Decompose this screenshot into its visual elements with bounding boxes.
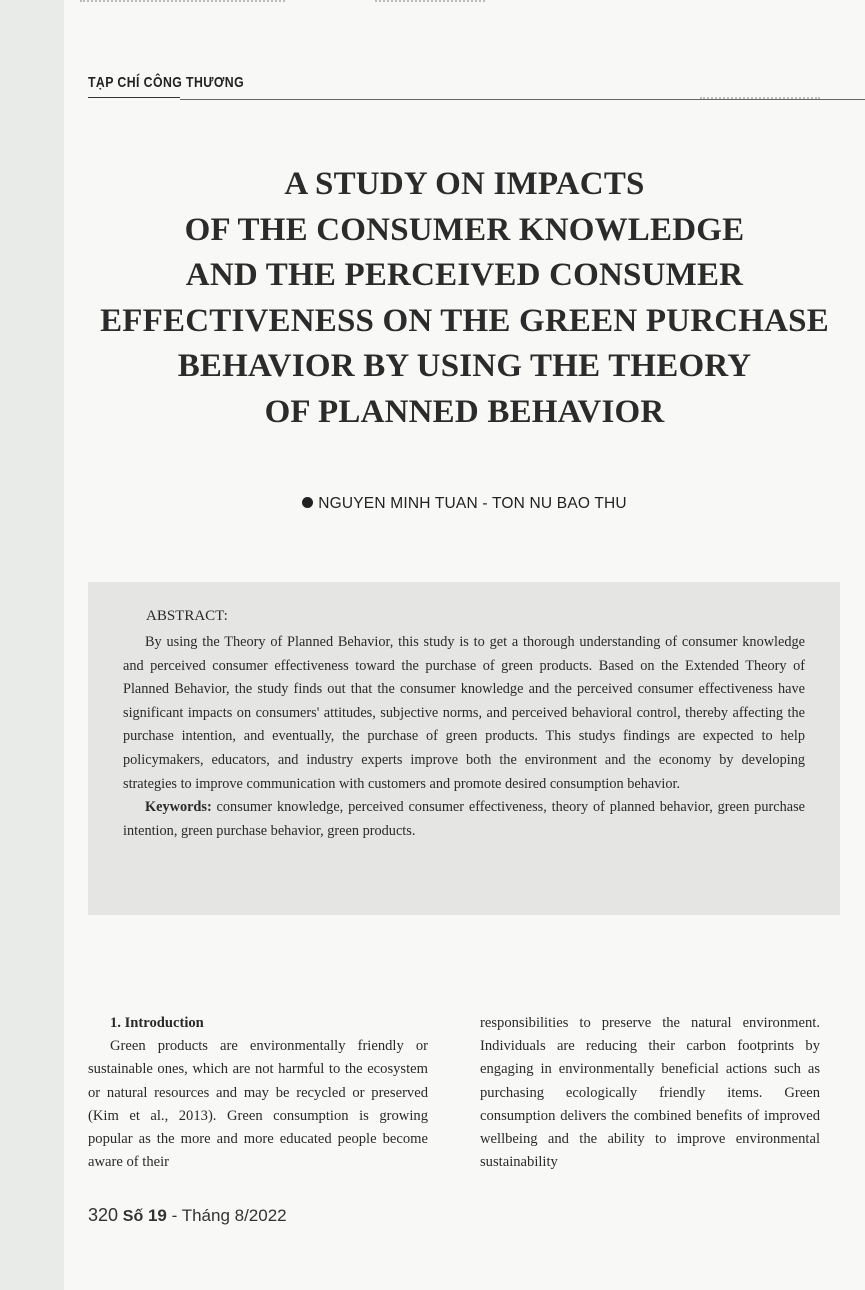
title-line: AND THE PERCEIVED CONSUMER xyxy=(185,257,744,293)
author-line xyxy=(64,495,865,513)
page-number: 320 xyxy=(88,1205,119,1225)
left-margin-strip xyxy=(0,0,64,1290)
keywords-text: consumer knowledge, perceived consumer effectiveness, theory of planned behavior, green purchase intention, green purchase behavior, green products. xyxy=(123,799,805,839)
top-dash-center xyxy=(375,0,485,5)
bullet-icon xyxy=(302,497,313,508)
abstract-text xyxy=(123,631,805,843)
title-line: BEHAVIOR BY USING THE THEORY xyxy=(177,348,752,384)
header-rule xyxy=(180,99,865,100)
top-dash-left xyxy=(80,0,285,5)
title-line: A STUDY ON IMPACTS xyxy=(284,166,645,202)
keywords-label: Keywords: xyxy=(145,799,212,816)
title-line: OF THE CONSUMER KNOWLEDGE xyxy=(184,211,745,248)
issue-number: 19 xyxy=(147,1206,167,1225)
section-heading: 1. Introduction xyxy=(110,1015,204,1031)
keywords-paragraph xyxy=(123,796,805,843)
article-title xyxy=(64,162,865,435)
journal-underline xyxy=(88,97,180,98)
title-line: OF PLANNED BEHAVIOR xyxy=(264,393,665,430)
intro-paragraph-left: Green products are environmentally friendly or sustainable ones, which are not harmful to the ecosystem or natural resources and may be recycled or preserved (Kim et al., 2013). Green consumption is growing popular as the more and more educated people become aware of their xyxy=(88,1038,428,1171)
journal-name: TẠP CHÍ CÔNG THƯƠNG xyxy=(88,74,245,91)
page-footer xyxy=(88,1205,287,1226)
abstract-body: By using the Theory of Planned Behavior, this study is to get a thorough understanding of consumer knowledge and perceived consumer effectiveness toward the purchase of green products. Based on the Extended Theory of Planned Behavior, the study finds out that the consumer knowledge and the perceived consumer effectiveness have significant impacts on consumers' attitudes, subjective norms, and perceived behavioral control, thereby affecting the purchase intention, and eventually, the purchase of green products. This studys findings are expected to help policymakers, educators, and industry experts improve both the environment and the economy by developing strategies to improve communication with customers and promote desired consumption behavior. xyxy=(123,634,805,792)
title-line: EFFECTIVENESS ON THE GREEN PURCHASE xyxy=(100,302,829,339)
author-names: NGUYEN MINH TUAN - TON NU BAO THU xyxy=(318,495,627,512)
issue-label: Số xyxy=(122,1208,144,1225)
body-column-right xyxy=(480,1012,820,1174)
body-column-left xyxy=(88,1012,428,1174)
abstract-heading: ABSTRACT: xyxy=(146,608,228,624)
issue-date: - Tháng 8/2022 xyxy=(171,1206,287,1225)
intro-paragraph-right: responsibilities to preserve the natural environment. Individuals are reducing their carbon footprints by engaging in environmentally beneficial actions such as purchasing ecologically friendly items. Green consumption delivers the combined benefits of improved wellbeing and the ability to improve environmental sustainability xyxy=(480,1015,820,1171)
